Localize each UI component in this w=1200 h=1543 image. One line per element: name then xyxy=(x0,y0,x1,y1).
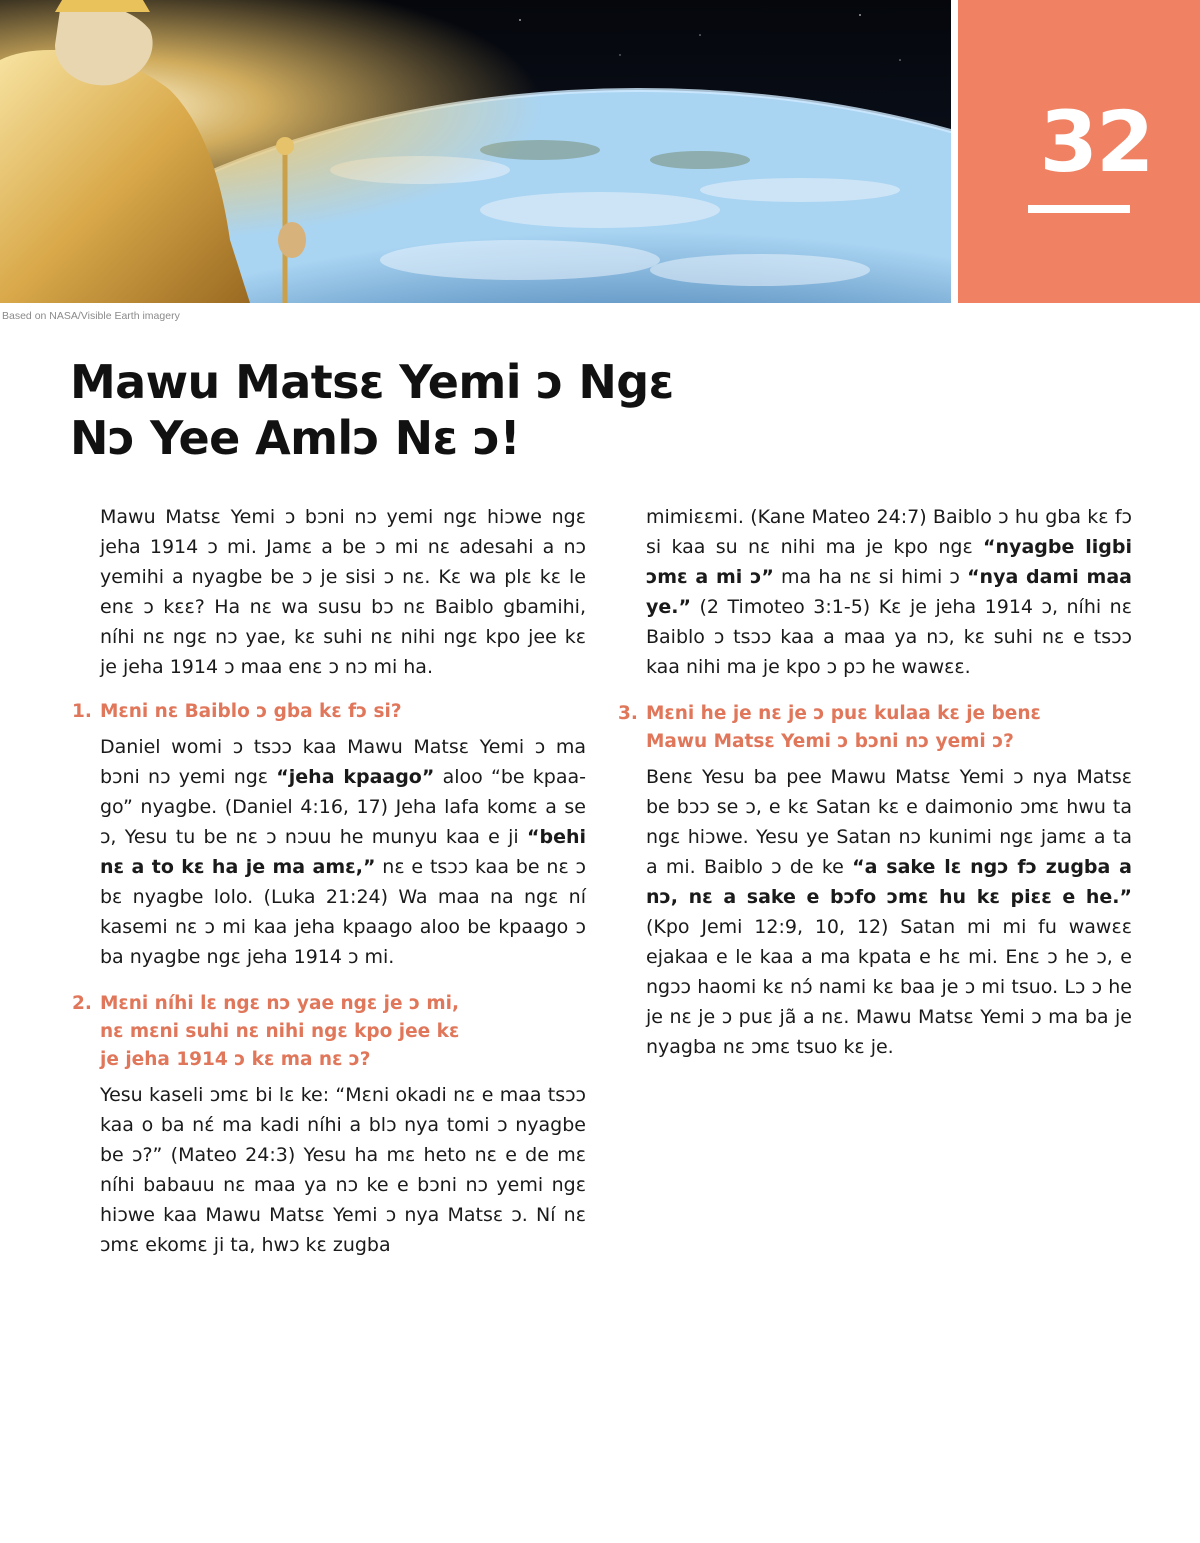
hero-image xyxy=(0,0,951,303)
question-heading-3 xyxy=(618,700,1132,756)
lesson-number-box xyxy=(958,0,1200,303)
answer-paragraph-2-continued: mimiɛɛmi. (Kane Mateo 24:7) Baiblo ɔ hu gba kɛ fɔ si kaa su nɛ nihi ma je kpo ngɛ “nyagbe ligbi ɔmɛ a mi ɔ” ma ha nɛ si himi ɔ “nya dami maa ye.” (2 Timoteo 3:1-5) Kɛ je jeha 1914 ɔ, níhi nɛ Baiblo ɔ tsɔɔ kaa a maa ya nɔ, kɛ suhi nɛ e tsɔɔ kaa nihi ma je kpo ɔ pɔ he wawɛɛ. xyxy=(646,506,1132,678)
earth-from-space-illustration xyxy=(0,0,951,303)
question-heading-1 xyxy=(72,698,586,726)
question-text: Mɛni níhi lɛ ngɛ nɔ yae ngɛ je ɔ mi, nɛ mɛni suhi nɛ nihi ngɛ kpo jee kɛ je jeha 1914 ɔ kɛ ma nɛ ɔ? xyxy=(100,993,460,1070)
lesson-number-underline xyxy=(1028,205,1130,213)
image-credit: Based on NASA/Visible Earth imagery xyxy=(2,310,180,322)
left-column xyxy=(72,502,586,1260)
question-number: 1. xyxy=(72,701,92,722)
title-line-1: Mawu Matsɛ Yemi ɔ Ngɛ xyxy=(70,355,674,409)
lesson-number: 32 xyxy=(1039,93,1153,191)
title-line-2: Nɔ Yee Amlɔ Nɛ ɔ! xyxy=(70,411,521,465)
question-text: Mɛni he je nɛ je ɔ puɛ kulaa kɛ je benɛ Mawu Matsɛ Yemi ɔ bɔni nɔ yemi ɔ? xyxy=(646,703,1041,752)
answer-paragraph-2: Yesu kaseli ɔmɛ bi lɛ ke: “Mɛni okadi nɛ e maa tsɔɔ kaa o ba nɛ́ ma kadi níhi a blɔ nya tomi ɔ nyagbe be ɔ?” (Mateo 24:3) Yesu ha mɛ heto nɛ e de mɛ níhi babauu nɛ maa ya nɔ ke e bɔni nɔ yemi ngɛ hiɔwe kaa Mawu Matsɛ Yemi ɔ nya Matsɛ ɔ. Ní nɛ ɔmɛ ekomɛ ji ta, hwɔ kɛ zugba xyxy=(100,1084,586,1256)
answer-paragraph-3: Benɛ Yesu ba pee Mawu Matsɛ Yemi ɔ nya Matsɛ be bɔɔ se ɔ, e kɛ Satan kɛ e daimonio ɔmɛ hwu ta ngɛ hiɔwe. Yesu ye Satan nɔ kunimi ngɛ jamɛ a ta a mi. Baiblo ɔ de ke “a sake lɛ ngɔ fɔ zugba a nɔ, nɛ a sake e bɔfo ɔmɛ hu kɛ piɛɛ e he.” (Kpo Jemi 12:9, 10, 12) Satan mi mi fu wawɛɛ ejakaa e le kaa a ma kpata e hɛ mi. Enɛ ɔ he ɔ, e ngɔɔ haomi kɛ nɔ́ nami kɛ baa je ɔ mi tsuo. Lɔ ɔ he je nɛ je ɔ puɛ jã a nɛ. Mawu Matsɛ Yemi ɔ ma ba je nyagba nɛ ɔmɛ tsuo kɛ je. xyxy=(646,766,1132,1058)
question-number: 2. xyxy=(72,993,92,1014)
intro-paragraph: Mawu Matsɛ Yemi ɔ bɔni nɔ yemi ngɛ hiɔwe ngɛ jeha 1914 ɔ mi. Jamɛ a be ɔ mi nɛ adesahi a nɔ yemihi a nyagbe be ɔ je sisi ɔ nɛ. Kɛ wa plɛ kɛ le enɛ ɔ kɛɛ? Ha nɛ wa susu bɔ nɛ Baiblo gbamihi, níhi nɛ ngɛ nɔ yae, kɛ suhi nɛ nihi ngɛ kpo jee kɛ je jeha 1914 ɔ maa enɛ ɔ nɔ mi ha. xyxy=(100,506,586,678)
question-text: Mɛni nɛ Baiblo ɔ gba kɛ fɔ si? xyxy=(100,701,402,722)
question-number: 3. xyxy=(618,703,638,724)
right-column xyxy=(618,502,1132,1062)
question-heading-2 xyxy=(72,990,586,1074)
answer-paragraph-1: Daniel womi ɔ tsɔɔ kaa Mawu Matsɛ Yemi ɔ ma bɔni nɔ yemi ngɛ “jeha kpaago” aloo “be kpaago” nyagbe. (Daniel 4:16, 17) Jeha lafa komɛ a se ɔ, Yesu tu be nɛ ɔ nɔuu he munyu kaa e ji “behi nɛ a to kɛ ha je ma amɛ,” nɛ e tsɔɔ kaa be nɛ ɔ bɛ nyagbe lolo. (Luka 21:24) Wa maa na ngɛ ní kasemi nɛ ɔ mi kaa jeha kpaago aloo be kpaago ɔ ba nyagbe ngɛ jeha 1914 ɔ mi. xyxy=(100,736,587,968)
page-title xyxy=(70,354,830,466)
